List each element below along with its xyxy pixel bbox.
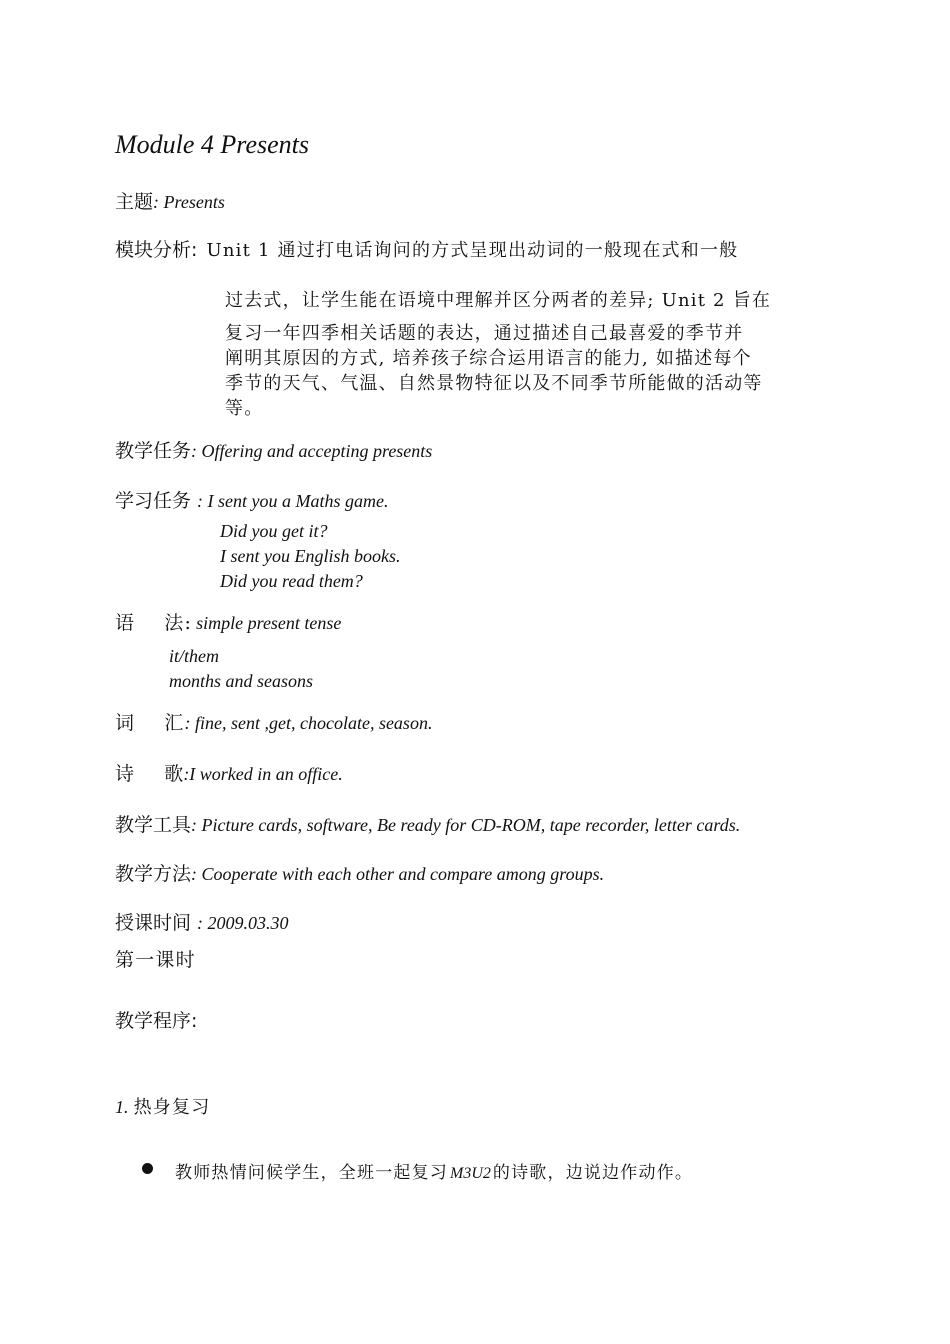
tools-label: 教学工具 — [115, 814, 192, 836]
learning-task-value: : I sent you a Maths game. — [197, 491, 389, 511]
bullet-1-code: M3U2 — [450, 1165, 491, 1182]
analysis-line-5: 季节的天气、气温、自然景物特征以及不同季节所能做的活动等 — [225, 373, 763, 394]
analysis-line-6: 等。 — [225, 398, 264, 419]
vocabulary-line — [115, 708, 432, 735]
poem-label-b: 歌 — [164, 763, 184, 785]
page-title: Module 4 Presents — [115, 130, 309, 159]
grammar-item-1: it/them — [169, 646, 219, 666]
learning-task-label: 学习任务 — [115, 490, 192, 512]
tools-value: : Picture cards, software, Be ready for CD-ROM, tape recorder, letter cards. — [191, 815, 741, 835]
lesson-number: 第一课时 — [115, 949, 196, 971]
poem-label-a: 诗 — [115, 763, 136, 785]
teaching-task-value: : Offering and accepting presents — [191, 441, 433, 461]
learning-task-line-3: I sent you English books. — [220, 546, 401, 566]
grammar-label-b: 法: — [164, 612, 193, 634]
analysis-label: 模块分析: — [115, 239, 198, 261]
tools-line — [115, 810, 740, 837]
methods-line — [115, 859, 604, 886]
vocabulary-value: : fine, sent ,get, chocolate, season. — [184, 713, 433, 733]
bullet-1-text-b: 的诗歌，边说边作动作。 — [492, 1163, 694, 1183]
methods-value: : Cooperate with each other and compare among groups. — [191, 864, 605, 884]
step-1-number: 1. — [115, 1097, 129, 1117]
teaching-task-label: 教学任务 — [115, 440, 192, 462]
analysis-line-2: 过去式，让学生能在语境中理解并区分两者的差异; Unit 2 旨在 — [225, 290, 772, 311]
learning-task-line-4: Did you read them? — [220, 571, 363, 591]
methods-label: 教学方法 — [115, 863, 192, 885]
vocabulary-label-a: 词 — [115, 712, 136, 734]
bullet-1-text-a: 教师热情问候学生，全班一起复习 — [175, 1163, 448, 1183]
poem-value: :I worked in an office. — [183, 764, 343, 784]
learning-task-line — [115, 486, 388, 513]
vocabulary-label-b: 汇 — [164, 712, 185, 734]
time-label: 授课时间 — [115, 912, 192, 934]
analysis-line-4: 阐明其原因的方式, 培养孩子综合运用语言的能力, 如描述每个 — [225, 348, 752, 369]
time-line — [115, 908, 289, 935]
grammar-item-2: months and seasons — [169, 671, 314, 691]
module-analysis-heading — [115, 235, 738, 262]
analysis-line-1: Unit 1 通过打电话询问的方式呈现出动词的一般现在式和一般 — [206, 240, 739, 261]
theme-line — [115, 187, 225, 214]
step-1-label: 热身复习 — [133, 1097, 211, 1118]
learning-task-line-2: Did you get it? — [220, 521, 328, 541]
teaching-task-line — [115, 436, 432, 463]
bullet-icon — [142, 1163, 153, 1174]
grammar-label-a: 语 — [115, 612, 136, 634]
time-value: : 2009.03.30 — [197, 913, 289, 933]
theme-label: 主题 — [115, 191, 154, 213]
grammar-line — [115, 608, 341, 635]
analysis-line-3: 复习一年四季相关话题的表达，通过描述自己最喜爱的季节并 — [225, 323, 744, 344]
procedure-heading: 教学程序: — [115, 1010, 198, 1032]
poem-line — [115, 759, 343, 786]
theme-value: : Presents — [153, 192, 225, 212]
step-1-heading — [115, 1093, 210, 1119]
bullet-item-1 — [175, 1158, 693, 1183]
grammar-value: simple present tense — [196, 613, 342, 633]
